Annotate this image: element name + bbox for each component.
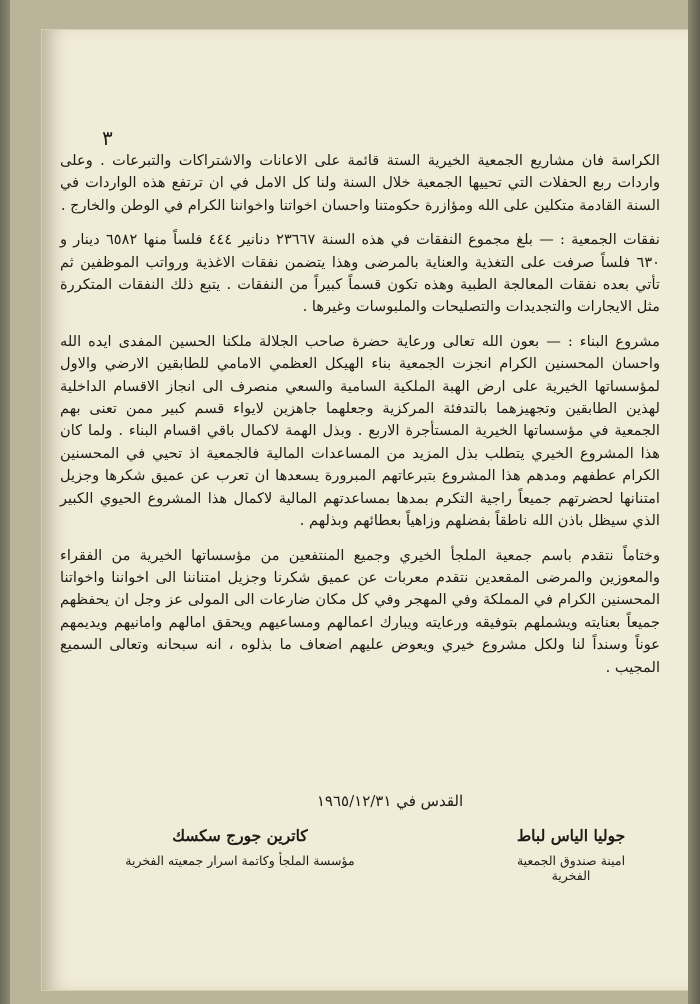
- paragraph-closing: وختاماً نتقدم باسم جمعية الملجأ الخيري وجميع المنتفعين من مؤسساتها الخيرية من الفقراء والمعوزين والمرضى المقعدين نتقدم معربات عن عميق شكرنا وجزيل امتناننا الى اخواننا واخواتنا المحسنين الكرام في المملكة وفي المهجر وفي كل مكان ضارعات الى المولى عز وجل ان يحفظهم جميعاً بعنايته ويشملهم بتوفيقه ورعايته ويبارك اعمالهم ومساعيهم ويحقق امالهم وامانيهم ويديمهم عوناً وسنداً لنا ولكل مشروع خيري ويعوض عليهم اضعاف ما بذلوه ، انه سبحانه وتعالى السميع المجيب .: [60, 546, 660, 676]
- signature-name: كاترين جورج سكسك: [172, 826, 308, 845]
- date-line: القدس في ١٩٦٥/١٢/٣١: [316, 792, 464, 810]
- paragraph-intro: الكراسة فان مشاريع الجمعية الخيرية الستة قائمة على الاعانات والاشتراكات والتبرعات . وعلى واردات ربع الحفلات التي تحييها الجمعية خلال السنة ولنا كل الامل في ان ترتفع هذه الواردات في السنة القادمة متكلين على الله ومؤازرة حكومتنا واحسان اخواتنا واخواننا الكرام في الوطن والخارج .: [60, 152, 660, 214]
- signature-name: جوليا الياس لباط: [516, 826, 626, 845]
- signature-title: امينة صندوق الجمعية الفخرية: [516, 853, 626, 883]
- signature-founder: [120, 826, 360, 868]
- signature-treasurer: [496, 826, 646, 883]
- paragraph-building-project: مشروع البناء : — بعون الله تعالى ورعاية حضرة صاحب الجلالة ملكنا الحسين المفدى ايده الله واحسان المحسنين الكرام انجزت الجمعية بناء الهيكل العظمي الامامي للطابقين الارضي والاول لمؤسساتها الخيرية على ارض الهبة الملكية السامية والسعي منصرف الى انجاز الاقسام الداخلية لهذين الطابقين وتجهيزهما بالتدفئة المركزية وجعلهما جاهزين لايواء قسم كبير ممن تعنى بهم الجمعية في مؤسساتها الخيرية المستأجرة الاربع . وبذل الهمة لاكمال باقي اقسام البناء . ولما كان هذا المشروع الخيري يتطلب بذل المزيد من المساعدات المالية فالجمعية اذ تحيي في المحسنين الكرام عطفهم ومدهم هذا المشروع بتبرعاتهم المبرورة يسعدها ان تعرب عن عميق شكرها وجزيل امتنانها لحضرتهم جميعاً راجية التكرم بمدها بمساعدتهم المالية لاكمال هذا المشروع الحيوي الكبير الذي سيظل باذن الله ناطقاً بفضلهم وزاهياً بعطائهم وبذلهم .: [60, 332, 660, 530]
- body-text: [60, 150, 660, 679]
- page-number: ٣: [102, 126, 113, 150]
- signature-title: مؤسسة الملجأ وكاتمة اسرار جمعيته الفخرية: [125, 853, 355, 868]
- paragraph-expenses: نفقات الجمعية : — بلغ مجموع النفقات في هذه السنة ٢٣٦٦٧ دنانير ٤٤٤ فلساً منها ٦٥٨٢ دينار و ٦٣٠ فلساً صرفت على التغذية والعناية بالمرضى وهذا يتضمن نفقات الاغذية ورواتب الموظفين ثم تأتي بعده نفقات المعالجة الطبية وهذه تكون قسماً كبيراً من النفقات . يتبع ذلك النفقات المتكررة مثل الايجارات والتجديدات والتصليحات والملبوسات وغيرها .: [60, 231, 660, 316]
- page-edge: [688, 0, 700, 1004]
